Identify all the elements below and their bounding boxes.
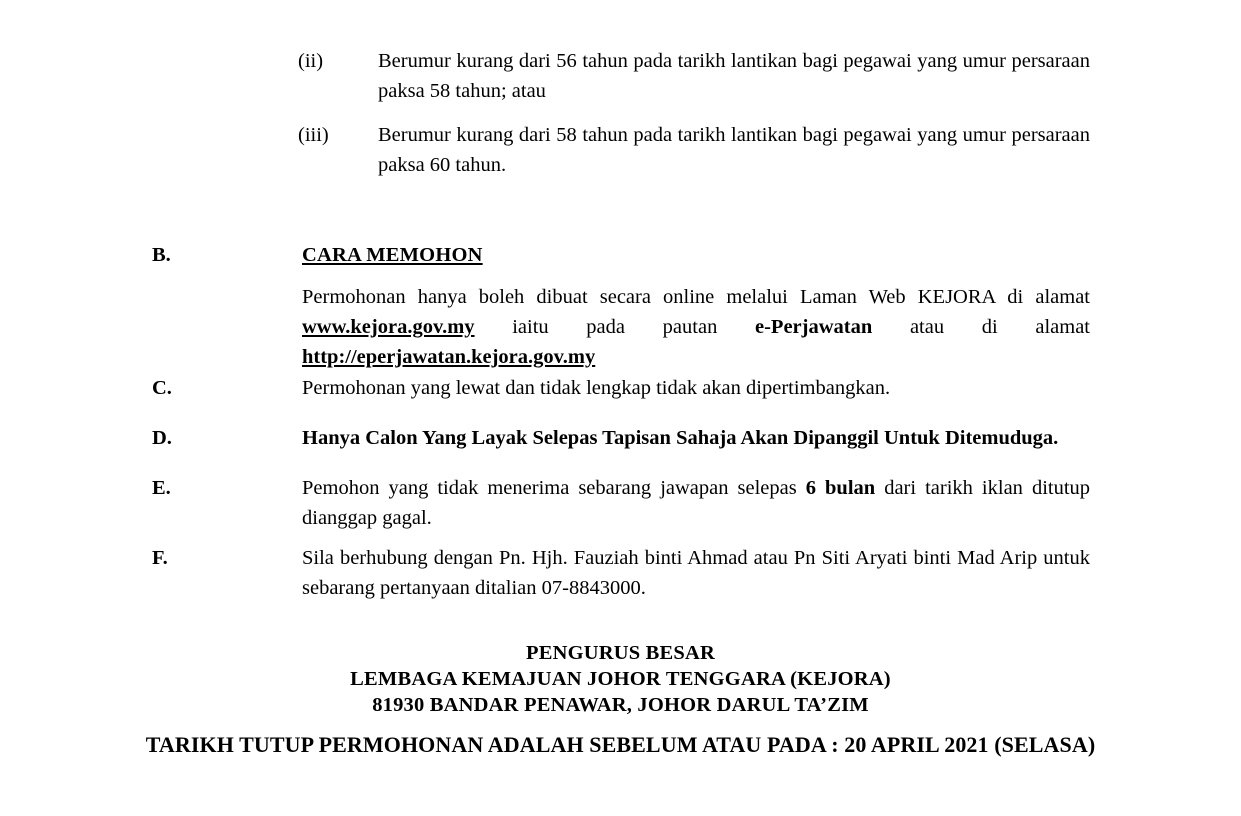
roman-iii-line-2: paksa 60 tahun. — [378, 154, 507, 176]
section-e-line-1 — [302, 473, 1090, 503]
section-f-line-1: Sila berhubung dengan Pn. Hjh. Fauziah binti Ahmad atau Pn Siti Aryati binti Mad Arip untuk — [302, 547, 1090, 569]
roman-label-iii: (iii) — [298, 124, 329, 146]
roman-row — [298, 120, 1090, 180]
section-d-body — [302, 423, 1090, 453]
roman-row — [298, 46, 1090, 106]
section-e-body — [302, 473, 1090, 533]
roman-ii-line-2: paksa 58 tahun; atau — [378, 80, 546, 102]
section-e-duration: 6 bulan — [805, 477, 876, 499]
section-b-line-3 — [302, 342, 1090, 372]
section-e-line-2: dianggap gagal. — [302, 507, 432, 529]
section-b-paragraph — [152, 282, 1090, 372]
roman-label-ii: (ii) — [298, 50, 324, 72]
section-e — [152, 473, 1090, 533]
section-e-line1-post: dari tarikh iklan ditutup — [884, 477, 1091, 499]
section-b-body — [302, 240, 1090, 270]
section-f-body — [302, 543, 1090, 603]
section-e-line1-pre: Pemohon yang tidak menerima sebarang jawapan selepas — [302, 477, 797, 499]
roman-iii-line-1: Berumur kurang dari 58 tahun pada tarikh lantikan bagi pegawai yang umur persaraan — [378, 124, 1090, 146]
section-d-label: D. — [152, 427, 172, 449]
section-b-paragraph-body — [302, 282, 1090, 372]
roman-item-iii — [298, 120, 1090, 180]
section-f-label: F. — [152, 547, 168, 569]
roman-text-iii — [378, 120, 1090, 180]
footer-line-organisation: LEMBAGA KEMAJUAN JOHOR TENGGARA (KEJORA) — [350, 668, 891, 690]
section-f-line-2: sebarang pertanyaan ditalian 07-8843000. — [302, 577, 646, 599]
section-b-line-2 — [302, 312, 1090, 342]
closing-date-notice: TARIKH TUTUP PERMOHONAN ADALAH SEBELUM ATAU PADA : 20 APRIL 2021 (SELASA) — [145, 732, 1096, 757]
section-c-text: Permohonan yang lewat dan tidak lengkap tidak akan dipertimbangkan. — [302, 377, 891, 399]
footer-line-address: 81930 BANDAR PENAWAR, JOHOR DARUL TA’ZIM — [372, 694, 869, 716]
eperjawatan-label: e-Perjawatan — [755, 316, 873, 338]
roman-ii-line-1: Berumur kurang dari 56 tahun pada tarikh lantikan bagi pegawai yang umur persaraan — [378, 50, 1090, 72]
section-b-heading: CARA MEMOHON — [302, 244, 483, 266]
section-c — [152, 373, 1090, 403]
section-f — [152, 543, 1090, 603]
section-b — [152, 240, 1090, 270]
section-b-line2-mid1: iaitu pada pautan — [512, 316, 718, 338]
section-b-label: B. — [152, 244, 171, 266]
section-c-body — [302, 373, 1090, 403]
eperjawatan-website-link[interactable]: http://eperjawatan.kejora.gov.my — [302, 346, 596, 368]
roman-item-ii — [298, 46, 1090, 106]
section-b-line2-mid2: atau di alamat — [909, 316, 1090, 338]
section-b-line-1: Permohonan hanya boleh dibuat secara online melalui Laman Web KEJORA di alamat — [302, 286, 1090, 308]
footer-line-designation: PENGURUS BESAR — [525, 642, 716, 664]
section-c-label: C. — [152, 377, 172, 399]
roman-text-ii — [378, 46, 1090, 106]
kejora-website-link[interactable]: www.kejora.gov.my — [302, 316, 475, 338]
section-e-label: E. — [152, 477, 171, 499]
section-d — [152, 423, 1090, 453]
footer-signature-block — [0, 640, 1241, 718]
section-d-text: Hanya Calon Yang Layak Selepas Tapisan Sahaja Akan Dipanggil Untuk Ditemuduga. — [302, 427, 1059, 449]
